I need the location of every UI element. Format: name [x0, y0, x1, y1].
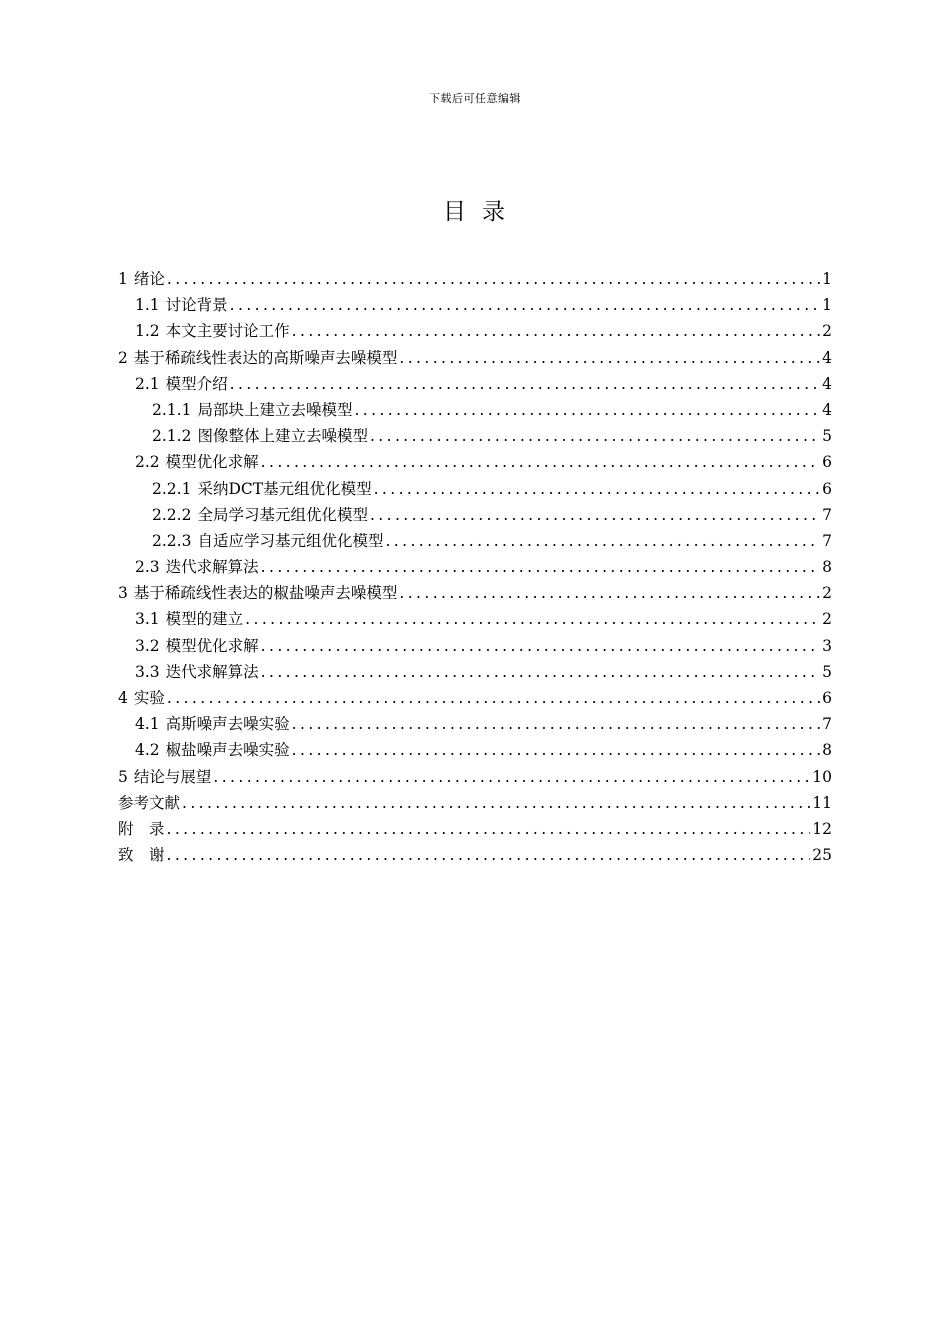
toc-entry[interactable]: [118, 293, 832, 319]
toc-entry-number: 1: [118, 270, 128, 288]
toc-entry-label: [118, 686, 165, 708]
toc-entry[interactable]: [118, 581, 832, 607]
toc-entry-label: [135, 372, 228, 394]
toc-leader-dots: [354, 401, 820, 419]
toc-entry-number: 2.2: [135, 453, 160, 472]
toc-entry[interactable]: [118, 503, 832, 529]
toc-entry-text: 致 谢: [118, 846, 165, 865]
toc-leader-dots: [370, 506, 820, 524]
toc-leader-dots: [261, 663, 820, 681]
toc-entry-text: 基于稀疏线性表达的高斯噪声去噪模型: [133, 348, 398, 367]
toc-entry-page: 7: [822, 505, 832, 524]
toc-entry-number: 4.2: [135, 741, 160, 760]
toc-entry[interactable]: [118, 319, 832, 345]
toc-entry-page: 7: [822, 715, 832, 734]
toc-entry-label: [152, 477, 372, 499]
toc-entry[interactable]: [118, 450, 832, 476]
toc-entry-label: [135, 555, 259, 577]
toc-entry-page: 4: [822, 374, 832, 393]
toc-leader-dots: [399, 349, 820, 367]
toc-entry[interactable]: [118, 529, 832, 555]
toc-entry-text: 模型的建立: [165, 610, 244, 629]
toc-entry-label: [135, 634, 259, 656]
toc-entry[interactable]: [118, 791, 832, 817]
toc-leader-dots: [261, 558, 820, 576]
toc-entry-number: 2.2.2: [152, 505, 192, 524]
toc-leader-dots: [374, 480, 821, 498]
toc-entry-label: [118, 765, 211, 787]
toc-entry[interactable]: [118, 686, 832, 712]
toc-entry-number: 2.1.2: [152, 427, 192, 446]
toc-entry-number: 2.1.1: [152, 400, 192, 419]
toc-entry-page: 2: [822, 322, 832, 341]
toc-entry-text: 自适应学习基元组优化模型: [197, 531, 384, 550]
toc-entry-number: 1.1: [135, 296, 160, 315]
toc-entry-number: 4: [118, 689, 128, 707]
toc-entry-number: 3: [118, 584, 128, 603]
toc-entry-page: 7: [822, 531, 832, 550]
toc-entry-page: 1: [822, 270, 832, 288]
toc-leader-dots: [213, 768, 810, 786]
toc-leader-dots: [167, 820, 811, 838]
toc-entry[interactable]: [118, 346, 832, 372]
toc-entry-page: 2: [822, 610, 832, 629]
toc-entry-text: 模型优化求解: [165, 453, 259, 472]
toc-entry[interactable]: [118, 477, 832, 503]
toc-leader-dots: [370, 427, 820, 445]
toc-entry[interactable]: [118, 660, 832, 686]
toc-entry-label: [118, 817, 165, 839]
toc-entry-number: 4.1: [135, 715, 160, 734]
toc-entry[interactable]: [118, 765, 832, 791]
toc-entry-number: 1.2: [135, 322, 160, 341]
toc-entry-label: [152, 529, 383, 551]
toc-entry-text: 讨论背景: [165, 296, 228, 315]
toc-title: [0, 193, 950, 226]
toc-entry-text: 模型介绍: [165, 374, 228, 393]
toc-entry-number: 2.2.1: [152, 479, 192, 498]
toc-entry-label: [135, 607, 243, 629]
toc-entry-number: 2.2.3: [152, 531, 192, 550]
toc-leader-dots: [385, 532, 820, 550]
toc-entry-page: 6: [822, 453, 832, 472]
toc-leader-dots: [292, 715, 820, 733]
toc-entry-text: 图像整体上建立去噪模型: [197, 427, 368, 446]
toc-entry-page: 4: [822, 400, 832, 419]
toc-entry-text: 局部块上建立去噪模型: [197, 400, 353, 419]
toc-entry-label: [152, 424, 368, 446]
header-note: 下载后可任意编辑: [429, 92, 521, 105]
toc-leader-dots: [292, 741, 820, 759]
toc-leader-dots: [167, 689, 820, 707]
toc-entry[interactable]: [118, 634, 832, 660]
toc-leader-dots: [230, 375, 820, 393]
toc-entry-label: [118, 581, 397, 603]
toc-entry-label: [118, 267, 165, 289]
toc-entry-text: 本文主要讨论工作: [165, 322, 290, 341]
toc-entry-page: 12: [812, 819, 832, 838]
toc-entry-text: 迭代求解算法: [165, 662, 259, 681]
toc-entry-page: 1: [822, 296, 832, 315]
toc-entry-text: 高斯噪声去噪实验: [165, 715, 290, 734]
toc-entry-page: 5: [822, 427, 832, 446]
toc-entry-page: 3: [822, 636, 832, 655]
toc-entry-text: 参考文献: [118, 793, 181, 812]
toc-entry-page: 6: [822, 689, 832, 707]
toc-entry-number: 2: [118, 348, 128, 367]
toc-entry[interactable]: [118, 424, 832, 450]
toc-entry-page: 4: [822, 348, 832, 367]
toc-entry-label: [135, 450, 259, 472]
toc-entry-number: 3.2: [135, 636, 160, 655]
toc-entry-label: [118, 346, 397, 368]
toc-entry-text: 模型优化求解: [165, 636, 259, 655]
toc-entry-text: 附 录: [118, 819, 165, 838]
toc-entry-page: 10: [812, 767, 832, 786]
toc-entry-text: 采纳DCT基元组优化模型: [197, 479, 372, 498]
toc-leader-dots: [182, 794, 810, 812]
toc-entry-page: 8: [822, 558, 832, 577]
toc-entry-label: [152, 398, 352, 420]
toc-entry-text: 基于稀疏线性表达的椒盐噪声去噪模型: [133, 584, 398, 603]
toc-entry-page: 6: [822, 479, 832, 498]
toc-entry-label: [135, 660, 259, 682]
toc-leader-dots: [399, 584, 820, 602]
toc-entry-number: 2.3: [135, 558, 160, 577]
toc-entry[interactable]: [118, 372, 832, 398]
toc-entry-label: [152, 503, 368, 525]
toc-entry-text: 椒盐噪声去噪实验: [165, 741, 290, 760]
toc-leader-dots: [261, 637, 820, 655]
toc-entry-text: 绪论: [133, 270, 165, 288]
toc-entry-label: [135, 293, 228, 315]
toc-leader-dots: [167, 270, 820, 288]
toc-leader-dots: [245, 610, 820, 628]
toc-entry[interactable]: [118, 817, 832, 843]
toc-leader-dots: [292, 322, 820, 340]
toc-leader-dots: [167, 846, 811, 864]
toc-entry-text: 全局学习基元组优化模型: [197, 505, 368, 524]
toc-entry[interactable]: [118, 267, 832, 293]
toc-entry[interactable]: [118, 607, 832, 633]
toc-entry-page: 11: [812, 793, 832, 812]
toc-entry-number: 2.1: [135, 374, 160, 393]
toc-entry-number: 5: [118, 767, 128, 786]
toc-entry-label: [118, 843, 165, 865]
toc-entry-label: [118, 791, 180, 813]
toc-entry-number: 3.1: [135, 610, 160, 629]
toc-entry-page: 5: [822, 662, 832, 681]
toc-entry-text: 迭代求解算法: [165, 558, 259, 577]
toc-entry[interactable]: [118, 712, 832, 738]
toc-entry-label: [135, 738, 290, 760]
toc-title-char-2: 录: [482, 199, 507, 225]
toc-entry-page: 8: [822, 741, 832, 760]
toc-title-char-1: 目: [443, 199, 468, 225]
toc-entry-page: 2: [822, 584, 832, 603]
toc-entry-page: 25: [812, 846, 832, 865]
toc-entry[interactable]: [118, 738, 832, 764]
toc-entry[interactable]: [118, 843, 832, 869]
toc-entry[interactable]: [118, 555, 832, 581]
toc-entry-text: 结论与展望: [133, 767, 212, 786]
toc-entry-number: 3.3: [135, 662, 160, 681]
toc-leader-dots: [230, 296, 820, 314]
toc-entry-text: 实验: [133, 689, 165, 707]
toc-entry-label: [135, 319, 290, 341]
table-of-contents: [118, 267, 832, 869]
toc-entry-label: [135, 712, 290, 734]
toc-leader-dots: [261, 453, 820, 471]
toc-entry[interactable]: [118, 398, 832, 424]
